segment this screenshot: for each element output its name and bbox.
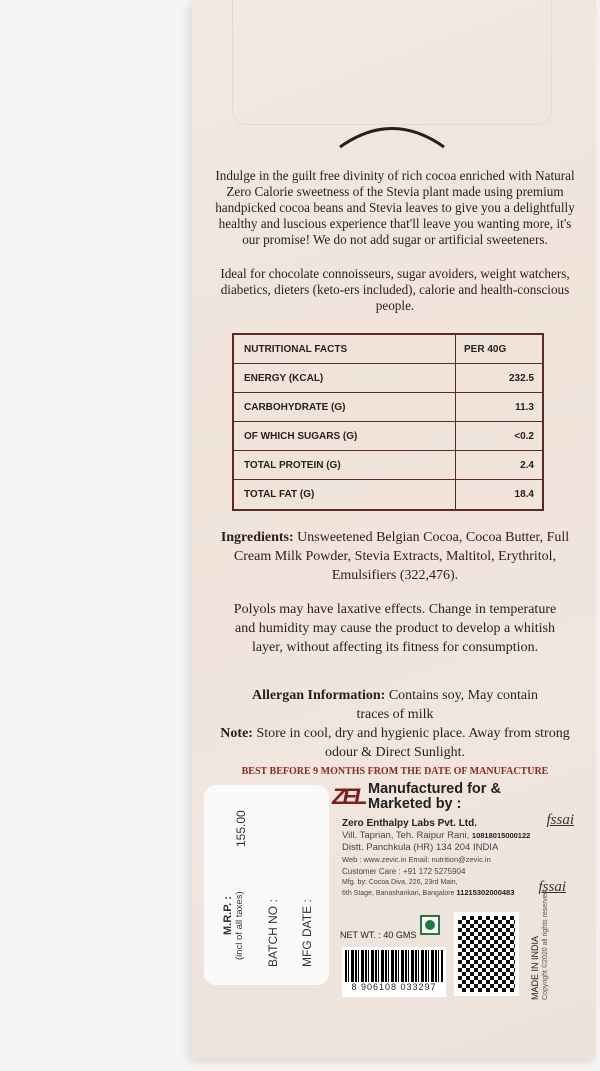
nutrient-label: CARBOHYDRATE (G) <box>234 393 456 421</box>
barcode-number: 8 906108 033297 <box>351 982 437 992</box>
mfg-date-label: MFG DATE : <box>300 899 314 967</box>
fssai-license-2: 11215302000483 <box>456 888 515 897</box>
mrp-value: 155.00 <box>234 810 248 847</box>
storage-note <box>214 724 576 762</box>
nutrient-label: ENERGY (KCAL) <box>234 364 456 392</box>
fssai-license-1: 10818015000122 <box>471 831 531 840</box>
customer-care: Customer Care : +91 172 5275904 <box>342 867 466 876</box>
allergen-text: Contains soy, May contain traces of milk <box>356 688 539 722</box>
copyright: Copyright ©2020 all rights reserved <box>542 890 549 1000</box>
nutrient-value: <0.2 <box>514 430 534 442</box>
address-line: Vill. Taprian, Teh. Raipur Rani, <box>342 830 470 841</box>
manufacturer-heading <box>368 782 501 812</box>
note-title: Note: <box>220 726 253 741</box>
nutrition-header-row <box>234 335 542 364</box>
mfg-by-line: Mfg. by: Cocoa Diva, 226, 23rd Main, <box>342 879 458 886</box>
heading-line-2: Marketed by : <box>368 796 462 812</box>
fssai-logo: fssai <box>546 812 574 828</box>
made-in-india: MADE IN INDIA <box>530 935 540 1000</box>
net-weight: NET WT. : 40 GMS <box>340 930 417 940</box>
target-audience-paragraph: Ideal for chocolate connoisseurs, sugar avoiders, weight watchers, diabetics, dieters (keto-ers included), calorie and health-conscious people. <box>220 266 570 313</box>
heading-line-1: Manufactured for & <box>368 781 501 797</box>
box-flap <box>232 0 552 125</box>
zel-logo: ZEL <box>332 784 365 809</box>
nutrition-row <box>234 393 542 422</box>
allergen-info <box>214 686 576 724</box>
company-name: Zero Enthalpy Labs Pvt. Ltd. <box>342 818 478 829</box>
address-line: Distt. Panchkula (HR) 134 204 INDIA <box>342 842 499 853</box>
description-paragraph: Indulge in the guilt free divinity of rich cocoa enriched with Natural Zero Calorie sweetness of the Stevia plant made using premium handpicked cocoa beans and Stevia leaves to give you a delightfully healthy and luscious experience that'll leave you wanting more, it's our promise! We do not add sugar or artificial sweeteners. <box>215 168 575 247</box>
ingredients <box>214 528 576 585</box>
nutrition-row <box>234 451 542 480</box>
nutrition-header-label: NUTRITIONAL FACTS <box>234 335 456 363</box>
nutrient-value: 18.4 <box>514 489 534 500</box>
nutrition-table <box>232 333 544 511</box>
barcode <box>342 947 446 997</box>
ingredients-text: Unsweetened Belgian Cocoa, Cocoa Butter, Full Cream Milk Powder, Stevia Extracts, Maltitol, Erythritol, Emulsifiers (322,476). <box>233 530 570 583</box>
nutrient-value: 232.5 <box>508 372 534 384</box>
fssai-logo: fssai <box>538 879 566 895</box>
nutrition-row <box>234 422 542 451</box>
veg-symbol-icon <box>420 915 440 935</box>
nutrition-header-value: PER 40G <box>464 343 507 355</box>
mfg-by-line: 6th Stage, Banashankari, Bangalore <box>342 890 455 897</box>
nutrient-value: 11.3 <box>515 401 534 413</box>
nutrient-label: TOTAL PROTEIN (G) <box>234 451 456 479</box>
flap-arc-decoration <box>337 120 447 150</box>
mrp-label: M.R.P. : <box>222 896 234 935</box>
batch-no-label: BATCH NO : <box>266 899 280 967</box>
best-before: BEST BEFORE 9 MONTHS FROM THE DATE OF MANUFACTURE <box>241 766 549 777</box>
web-email: Web : www.zevic.in Email: nutrition@zevic.in <box>342 855 491 864</box>
nutrient-label: TOTAL FAT (G) <box>234 480 456 509</box>
nutrient-label: OF WHICH SUGARS (G) <box>234 422 456 450</box>
mrp-sublabel: (incl of all taxes) <box>234 891 245 960</box>
nutrition-row <box>234 480 542 509</box>
nutrient-value: 2.4 <box>520 459 534 471</box>
product-back-panel <box>192 0 596 1058</box>
note-text: Store in cool, dry and hygienic place. Away from strong odour & Direct Sunlight. <box>256 726 570 760</box>
warnings-text: Polyols may have laxative effects. Change in temperature and humidity may cause the product to develop a whitish layer, without affecting its fitness for consumption. <box>233 602 557 655</box>
ingredients-title: Ingredients: <box>220 530 294 545</box>
nutrition-row <box>234 364 542 393</box>
price-label-area <box>204 785 329 985</box>
qr-code-icon[interactable] <box>454 912 519 996</box>
allergen-title: Allergan Information: <box>251 688 386 703</box>
